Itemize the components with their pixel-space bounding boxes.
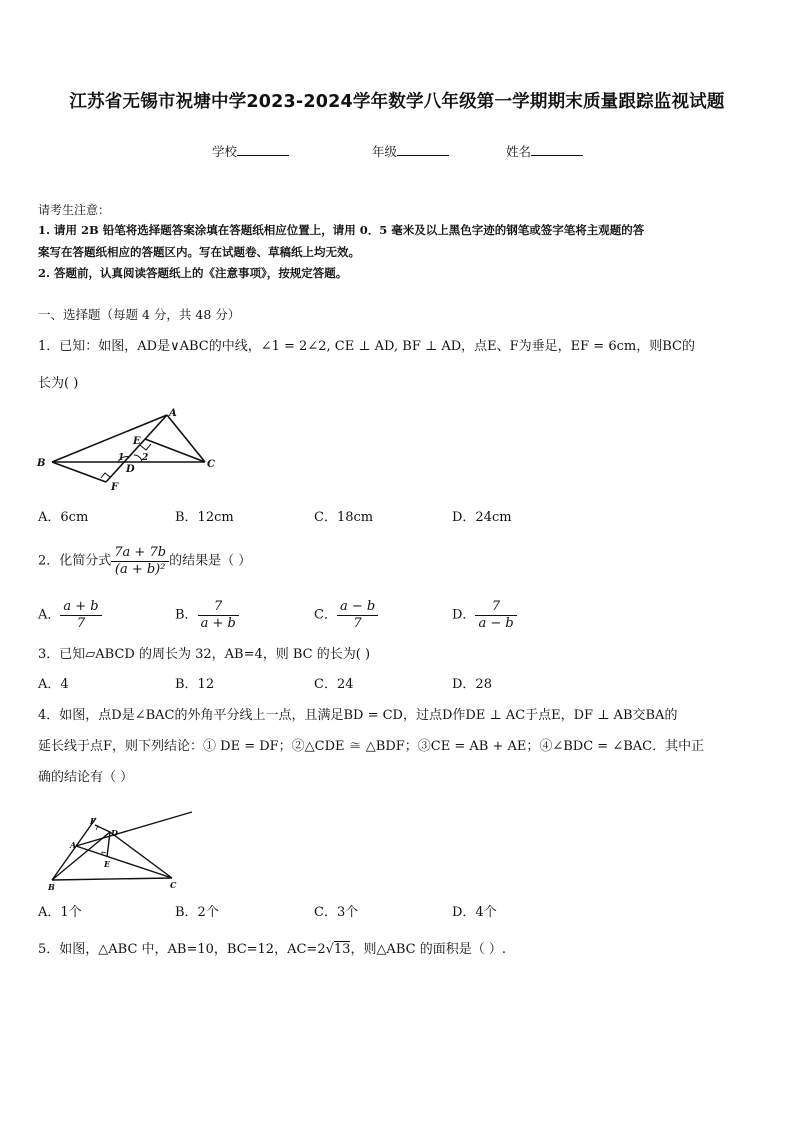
notice-line-2: 2. 答题前，认真阅读答题纸上的《注意事项》，按规定答题。: [38, 266, 348, 280]
q2-option-c-den: 7: [353, 616, 362, 631]
q2-option-b-num: 7: [198, 599, 239, 616]
q5-radical: [317, 941, 350, 957]
q2-option-a[interactable]: [38, 599, 102, 632]
q1-label-a: A: [169, 408, 177, 419]
q4-label-e: E: [104, 859, 111, 869]
q5-text-a: 5．如图，△ABC 中，AB=10，BC=12，AC=: [38, 942, 318, 957]
q4-stem-line-3: 确的结论有（ ）: [38, 770, 134, 785]
q2-option-d-label: D．: [452, 607, 476, 623]
q4-label-a: A: [70, 840, 77, 850]
q2-stem: [38, 545, 251, 578]
q2-option-a-den: 7: [76, 616, 86, 631]
q2-option-c[interactable]: [314, 599, 378, 632]
q1-option-d[interactable]: D．24cm: [452, 510, 512, 525]
q4-label-c: C: [170, 880, 177, 890]
q1-right-angle-e: [140, 444, 151, 450]
q5-radical-argument: 13: [333, 942, 351, 957]
q2-option-d-den: a − b: [478, 616, 514, 631]
q3-option-a[interactable]: A．4: [38, 677, 69, 692]
name-blank[interactable]: [531, 144, 583, 156]
q3-option-c[interactable]: C．24: [314, 677, 354, 692]
q2-option-d-fraction: [475, 599, 516, 632]
school-label: 学校: [212, 144, 238, 159]
q2-option-b-den: a + b: [200, 616, 236, 631]
q2-fraction: [111, 545, 169, 578]
name-field: [506, 142, 583, 160]
q2-option-b[interactable]: [175, 599, 239, 632]
q2-option-b-label: B．: [175, 607, 198, 623]
q2-prefix: 2．化简分式: [38, 553, 112, 569]
notice-line-1a: 1. 请用 2B 铅笔将选择题答案涂填在答题纸相应位置上，请用 0．5 毫米及以上黑色字迹的钢笔或签字笔将主观题的答: [38, 223, 645, 237]
q4-segment-cd: [110, 832, 172, 878]
q1-label-e: E: [133, 436, 141, 447]
q2-fraction-denominator: (a + b)²: [114, 562, 166, 577]
q2-fraction-numerator: 7a + 7b: [111, 545, 169, 562]
q4-option-b[interactable]: B．2个: [175, 905, 219, 920]
q3-option-d[interactable]: D．28: [452, 677, 492, 692]
q1-option-a[interactable]: A．6cm: [38, 510, 89, 525]
q2-option-c-fraction: [337, 599, 378, 632]
q2-option-a-fraction: [60, 599, 101, 632]
q2-option-a-num: a + b: [60, 599, 101, 616]
grade-blank[interactable]: [397, 144, 449, 156]
q4-option-a[interactable]: A．1个: [38, 905, 82, 920]
q2-option-d-num: 7: [475, 599, 516, 616]
q1-figure: [30, 405, 230, 495]
q4-segment-bc: [52, 878, 172, 880]
q1-label-angle-2: 2: [142, 453, 149, 463]
q4-label-f: F: [90, 816, 96, 826]
q1-right-angle-f: [101, 473, 110, 478]
q4-stem-line-2: 延长线于点F，则下列结论：① DE = DF；②△CDE ≅ △BDF；③CE = AB + AE；④∠BDC = ∠BAC．其中正: [38, 739, 705, 754]
q4-option-d[interactable]: D．4个: [452, 905, 497, 920]
q1-label-d: D: [126, 464, 135, 475]
q5-stem: [38, 941, 506, 959]
q2-option-c-label: C．: [314, 607, 337, 623]
q2-option-d[interactable]: [452, 599, 517, 632]
q1-label-c: C: [207, 459, 215, 470]
q4-stem-line-1: 4．如图，点D是∠BAC的外角平分线上一点，且满足BD = CD，过点D作DE ⊥ AC于点E，DF ⊥ AB交BA的: [38, 708, 678, 723]
q1-segment-af: [106, 415, 167, 482]
school-blank[interactable]: [237, 144, 289, 156]
q1-label-b: B: [37, 458, 46, 469]
q3-option-b[interactable]: B．12: [175, 677, 215, 692]
q2-option-c-num: a − b: [337, 599, 378, 616]
notice-heading: 请考生注意：: [38, 203, 111, 217]
q2-option-b-fraction: [198, 599, 239, 632]
q5-text-b: ，则△ABC 的面积是（ ）.: [350, 942, 506, 957]
q4-label-d: D: [111, 828, 118, 838]
q1-segment-bf: [52, 462, 106, 482]
page-title: 江苏省无锡市祝塘中学2023-2024学年数学八年级第一学期期末质量跟踪监视试题: [69, 92, 725, 112]
q4-segment-ac: [76, 846, 172, 878]
q1-label-f: F: [111, 482, 119, 493]
q1-stem-line-1: 1．已知：如图，AD是∨ABC的中线，∠1 = 2∠2, CE ⊥ AD, BF ⊥ AD，点E、F为垂足，EF = 6cm，则BC的: [38, 339, 695, 354]
q1-option-b[interactable]: B．12cm: [175, 510, 234, 525]
q4-option-c[interactable]: C．3个: [314, 905, 359, 920]
q1-angle-arc-2: [134, 455, 142, 462]
q2-option-a-label: A．: [38, 607, 61, 623]
notice-line-1b: 案写在答题纸相应的答题区内。写在试题卷、草稿纸上均无效。: [38, 245, 360, 259]
q5-radical-coefficient: 2: [317, 942, 326, 957]
grade-label: 年级: [372, 144, 398, 159]
q1-segment-ba: [52, 415, 167, 462]
q4-label-b: B: [48, 882, 55, 892]
q1-label-angle-1: 1: [118, 453, 125, 463]
school-field: [212, 142, 289, 160]
q3-stem: 3．已知▱ABCD 的周长为 32，AB=4，则 BC 的长为( ): [38, 647, 371, 662]
q5-radical-sign: √: [325, 942, 334, 957]
q1-stem-line-2: 长为( ): [38, 376, 79, 391]
q1-option-c[interactable]: C．18cm: [314, 510, 374, 525]
q4-figure: [40, 810, 200, 892]
section-heading: 一、选择题（每题 4 分，共 48 分）: [38, 307, 241, 322]
q2-suffix: 的结果是（ ）: [169, 553, 252, 569]
grade-field: [372, 142, 449, 160]
name-label: 姓名: [506, 144, 532, 159]
